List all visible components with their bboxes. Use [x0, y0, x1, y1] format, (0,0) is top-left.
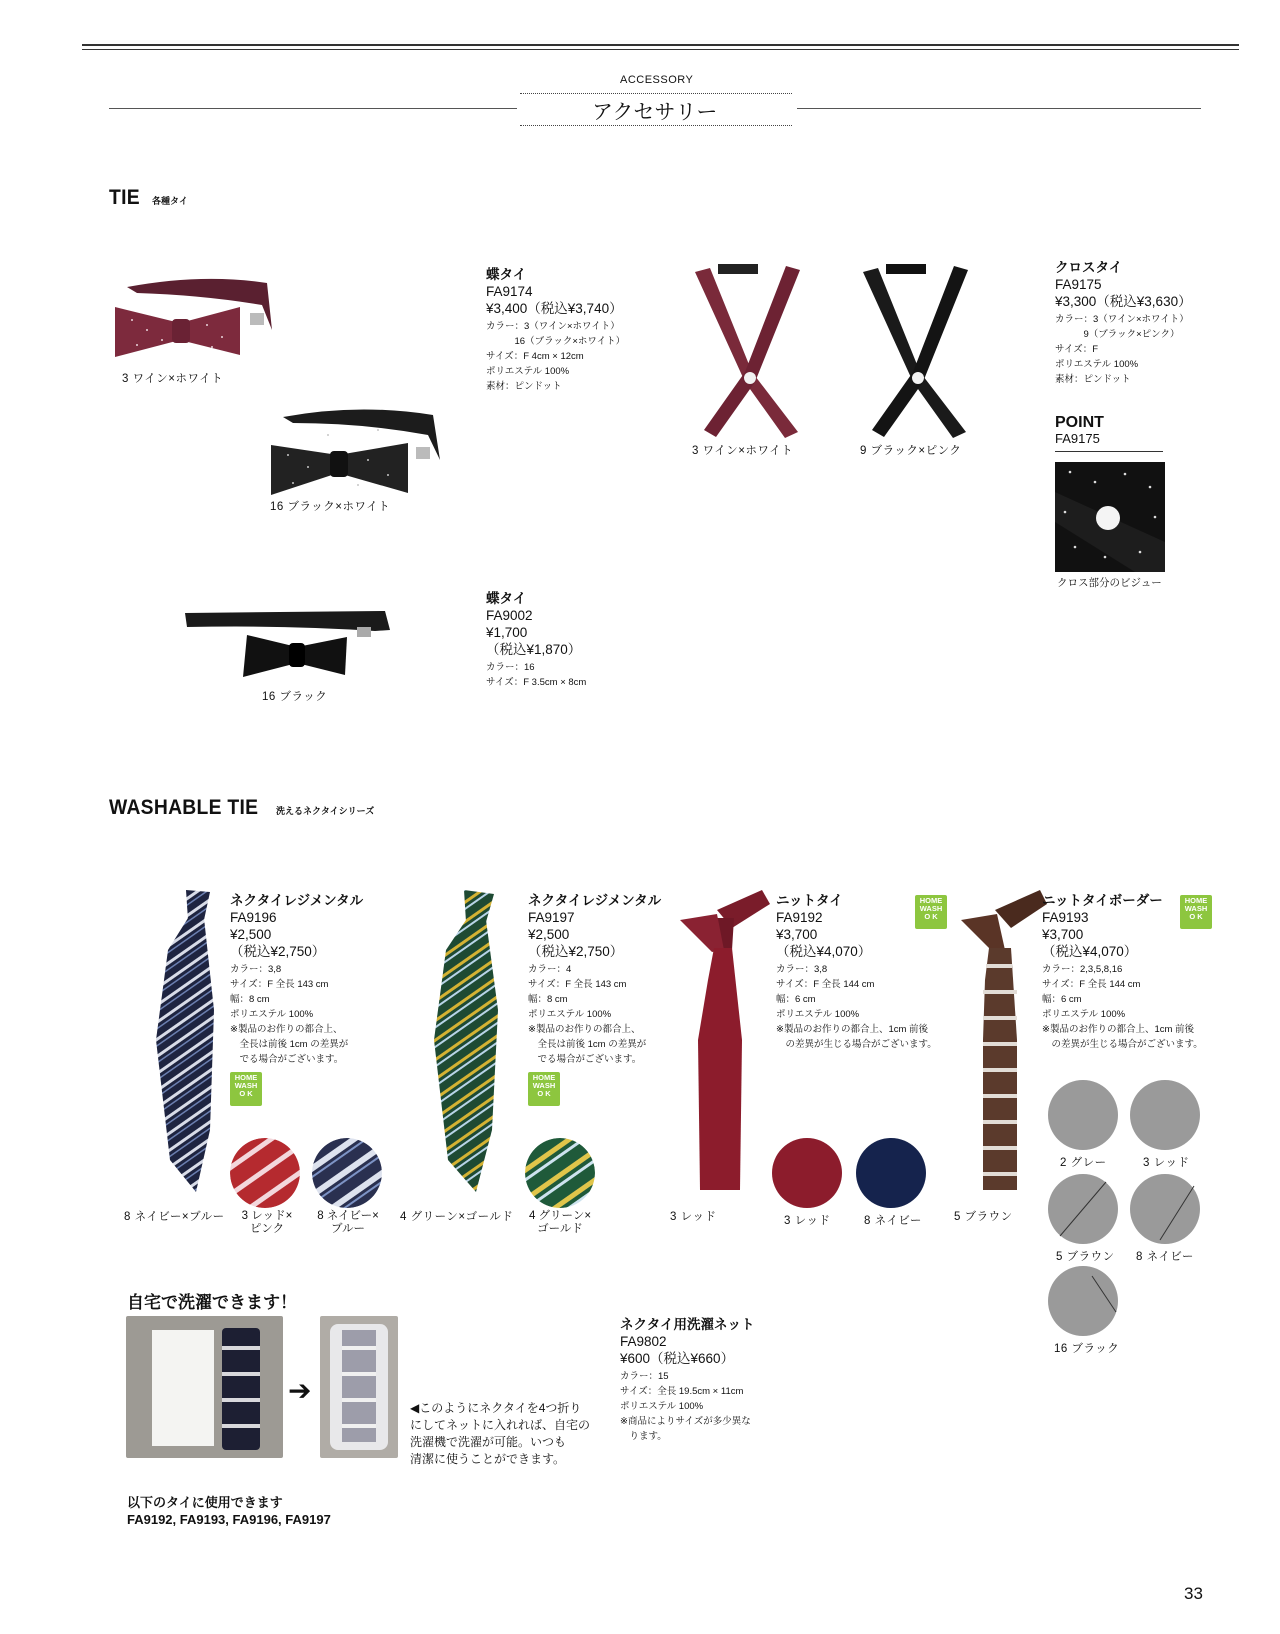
caption-bowtie-black: 16 ブラック×ホワイト: [270, 501, 391, 513]
swatch-border-brown: [1048, 1174, 1118, 1244]
product-code: FA9193: [1042, 910, 1089, 925]
spec-line: サイズ：F 全長 144 cm: [776, 979, 875, 990]
spec-line: ポリエステル 100%: [230, 1009, 314, 1020]
product-fa9002: [486, 590, 586, 690]
swatch-caption-grey: 2 グレー: [1060, 1157, 1107, 1169]
header-rule-left: [109, 108, 517, 109]
product-code: FA9196: [230, 910, 277, 925]
product-price-tax: （税込¥4,070）: [776, 944, 872, 959]
product-name: ネクタイ用洗濯ネット: [620, 1317, 755, 1332]
usable-codes: FA9192, FA9193, FA9196, FA9197: [127, 1512, 331, 1527]
spec-line: ※製品のお作りの都合上、1cm 前後: [776, 1024, 929, 1035]
spec-line: カラー：2,3,5,8,16: [1042, 964, 1123, 975]
wash-heading: 自宅で洗濯できます！: [127, 1293, 297, 1312]
knit-tie-red-image: [672, 890, 772, 1200]
spec-line: 幅：6 cm: [776, 994, 816, 1005]
swatch-navy-blue: [312, 1138, 382, 1208]
home-wash-ok-icon: HOME WASH O K: [915, 895, 947, 929]
spec-line: 全長は前後 1cm の差異が: [528, 1039, 647, 1050]
caption-crosstie-black: 9 ブラック×ピンク: [860, 445, 962, 457]
swatch-caption-red: 3 レッド× ピンク: [241, 1210, 293, 1235]
spec-line: サイズ：全長 19.5cm × 11cm: [620, 1386, 744, 1397]
spec-line: 16（ブラック×ホワイト）: [486, 336, 626, 347]
product-name: 蝶タイ: [486, 267, 527, 282]
bow-tie-black-image: [268, 405, 448, 500]
cross-tie-wine-image: [690, 262, 810, 442]
knit-tie-brown-border-image: [955, 890, 1055, 1200]
header-dotted-bottom: [520, 125, 792, 126]
spec-line: サイズ：F 全長 143 cm: [230, 979, 329, 990]
caption-tie-9192: 3 レッド: [670, 1211, 717, 1223]
spec-line: サイズ：F 3.5cm × 8cm: [486, 677, 587, 688]
home-wash-ok-icon: HOME WASH O K: [230, 1072, 262, 1106]
product-fa9192: [776, 892, 937, 1052]
wash-text-line: 清潔に使うことができます。: [410, 1452, 566, 1466]
spec-line: ポリエステル 100%: [528, 1009, 612, 1020]
swatch-caption-green: 4 グリーン× ゴールド: [528, 1210, 592, 1235]
product-name: ネクタイレジメンタル: [230, 893, 364, 908]
product-price-tax: （税込¥1,870）: [486, 642, 582, 657]
spec-line: でる場合がございます。: [230, 1054, 344, 1065]
swatch-border-grey: [1048, 1080, 1118, 1150]
spec-line: サイズ：F: [1055, 344, 1099, 355]
point-caption: クロス部分のビジュー: [1057, 577, 1162, 589]
point-closeup-image: [1055, 462, 1165, 572]
section-title-tie: TIE: [109, 186, 140, 209]
spec-line: カラー：16: [486, 662, 535, 673]
swatch-knit-red: [772, 1138, 842, 1208]
caption-crosstie-wine: 3 ワイン×ホワイト: [692, 445, 794, 457]
spec-line: ります。: [620, 1431, 667, 1442]
home-wash-ok-icon: HOME WASH O K: [528, 1072, 560, 1106]
product-code: FA9002: [486, 608, 533, 623]
product-price: ¥3,700: [1042, 927, 1084, 942]
product-fa9802: [620, 1316, 754, 1444]
swatch-caption-black: 16 ブラック: [1054, 1343, 1120, 1355]
product-name: ネクタイレジメンタル: [528, 893, 662, 908]
spec-line: 幅：6 cm: [1042, 994, 1082, 1005]
spec-line: 素材：ピンドット: [1055, 374, 1131, 385]
product-price-tax: （税込¥4,070）: [1042, 944, 1138, 959]
folded-tie-photo: [126, 1316, 283, 1458]
caption-tie-9193: 5 ブラウン: [954, 1211, 1013, 1223]
product-price: ¥2,500: [528, 927, 570, 942]
spec-line: カラー：3（ワイン×ホワイト）: [486, 321, 620, 332]
spec-line: カラー：3（ワイン×ホワイト）: [1055, 314, 1189, 325]
product-fa9175: [1055, 259, 1192, 387]
product-code: FA9802: [620, 1334, 667, 1349]
point-code: FA9175: [1055, 431, 1100, 446]
swatch-border-navy: [1130, 1174, 1200, 1244]
caption-bowtie-plain: 16 ブラック: [262, 691, 328, 703]
product-code: FA9197: [528, 910, 575, 925]
product-fa9197: [528, 892, 661, 1067]
product-price: ¥3,700: [776, 927, 818, 942]
category-title: アクセサリー: [592, 101, 718, 124]
arrow-right-icon: ➔: [288, 1375, 312, 1406]
spec-line: 幅：8 cm: [230, 994, 270, 1005]
caption-bowtie-wine: 3 ワイン×ホワイト: [122, 373, 224, 385]
spec-line: サイズ：F 全長 144 cm: [1042, 979, 1141, 990]
header-rule-right: [797, 108, 1201, 109]
product-price: ¥3,300（税込¥3,630）: [1055, 294, 1192, 309]
spec-line: 9（ブラック×ピンク）: [1055, 329, 1180, 340]
spec-line: 幅：8 cm: [528, 994, 568, 1005]
spec-line: カラー：15: [620, 1371, 669, 1382]
spec-line: の差異が生じる場合がございます。: [776, 1039, 937, 1050]
product-price: ¥3,400（税込¥3,740）: [486, 301, 623, 316]
section-title-washable: WASHABLE TIE: [109, 796, 259, 819]
spec-line: サイズ：F 4cm × 12cm: [486, 351, 584, 362]
section-subtitle-tie: 各種タイ: [152, 196, 188, 206]
spec-line: でる場合がございます。: [528, 1054, 642, 1065]
tie-in-net-photo: [320, 1316, 398, 1458]
spec-line: 全長は前後 1cm の差異が: [230, 1039, 349, 1050]
spec-line: サイズ：F 全長 143 cm: [528, 979, 627, 990]
wash-text-line: にしてネットに入れれば、自宅の: [410, 1418, 591, 1432]
spec-line: カラー：3,8: [230, 964, 282, 975]
header-dotted-top: [520, 93, 792, 94]
spec-line: ※商品によりサイズが多少異な: [620, 1416, 751, 1427]
spec-line: ※製品のお作りの都合上、: [230, 1024, 343, 1035]
product-name: ニットタイボーダー: [1042, 893, 1163, 908]
wash-text-line: ◀このようにネクタイを4つ折り: [410, 1401, 582, 1415]
swatch-caption-knit-navy: 8 ネイビー: [864, 1215, 922, 1227]
swatch-red-pink: [230, 1138, 300, 1208]
cross-tie-black-image: [858, 262, 978, 442]
spec-line: ポリエステル 100%: [620, 1401, 704, 1412]
spec-line: ※製品のお作りの都合上、1cm 前後: [1042, 1024, 1195, 1035]
swatch-caption-navy: 8 ネイビー: [1136, 1251, 1194, 1263]
spec-line: ポリエステル 100%: [1042, 1009, 1126, 1020]
page-number: 33: [1184, 1584, 1203, 1603]
section-subtitle-washable: 洗えるネクタイシリーズ: [276, 806, 375, 816]
product-code: FA9175: [1055, 277, 1102, 292]
product-fa9193: [1042, 892, 1203, 1052]
swatch-green-gold: [525, 1138, 595, 1208]
spec-line: ポリエステル 100%: [1055, 359, 1139, 370]
bow-tie-wine-image: [112, 275, 287, 360]
product-name: クロスタイ: [1055, 260, 1123, 275]
wash-text-line: 洗濯機で洗濯が可能。いつも: [410, 1435, 567, 1449]
spec-line: ※製品のお作りの都合上、: [528, 1024, 641, 1035]
product-name: 蝶タイ: [486, 591, 527, 606]
tie-green-gold-image: [424, 890, 514, 1200]
product-code: FA9174: [486, 284, 533, 299]
spec-line: の差異が生じる場合がございます。: [1042, 1039, 1203, 1050]
top-rule-thin: [82, 49, 1239, 50]
category-en: ACCESSORY: [620, 74, 694, 86]
caption-tie-9196: 8 ネイビー×ブルー: [124, 1211, 225, 1223]
product-name: ニットタイ: [776, 893, 843, 908]
swatch-caption-navy: 8 ネイビー× ブルー: [317, 1210, 379, 1235]
bow-tie-plain-black-image: [185, 605, 400, 685]
swatch-caption-brown: 5 ブラウン: [1056, 1251, 1115, 1263]
tie-navy-stripe-image: [148, 890, 228, 1200]
swatch-knit-navy: [856, 1138, 926, 1208]
point-title: POINT: [1055, 414, 1104, 431]
usable-title: 以下のタイに使用できます: [127, 1495, 283, 1510]
wash-description: [410, 1400, 590, 1468]
product-fa9174: [486, 266, 625, 394]
product-price: ¥2,500: [230, 927, 272, 942]
product-price-tax: （税込¥2,750）: [528, 944, 624, 959]
spec-line: ポリエステル 100%: [486, 366, 570, 377]
swatch-caption-red: 3 レッド: [1143, 1157, 1190, 1169]
product-price: ¥600（税込¥660）: [620, 1351, 735, 1366]
spec-line: カラー：4: [528, 964, 572, 975]
spec-line: 素材：ピンドット: [486, 381, 562, 392]
caption-tie-9197: 4 グリーン×ゴールド: [400, 1211, 514, 1223]
swatch-border-black: [1048, 1266, 1118, 1336]
product-code: FA9192: [776, 910, 823, 925]
top-rule: [82, 44, 1239, 46]
spec-line: ポリエステル 100%: [776, 1009, 860, 1020]
swatch-caption-knit-red: 3 レッド: [784, 1215, 831, 1227]
spec-line: カラー：3,8: [776, 964, 828, 975]
swatch-border-red: [1130, 1080, 1200, 1150]
product-fa9196: [230, 892, 363, 1067]
home-wash-ok-icon: HOME WASH O K: [1180, 895, 1212, 929]
point-rule: [1055, 451, 1163, 452]
product-price: ¥1,700: [486, 625, 528, 640]
product-price-tax: （税込¥2,750）: [230, 944, 326, 959]
